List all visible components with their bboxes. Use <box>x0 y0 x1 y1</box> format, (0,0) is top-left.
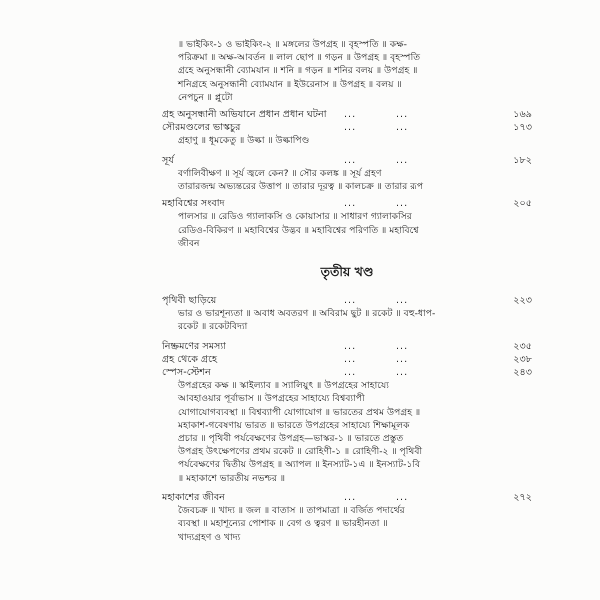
toc-entry <box>162 353 532 366</box>
toc-entry <box>162 340 532 353</box>
leader-dots: ... <box>344 491 357 503</box>
toc-subtopics-life-in-space <box>162 504 438 544</box>
leader-dots: ... <box>396 353 409 365</box>
toc-subtopics-planets <box>162 38 438 104</box>
page-number: ২৪৩ <box>513 367 532 379</box>
leader-dots: ... <box>396 122 409 134</box>
entry-title: নিষ্ক্রমণের সমস্যা <box>162 340 226 352</box>
toc-entry <box>162 294 532 307</box>
entry-title: গ্রহ অনুসন্ধানী অভিযানে প্রধান প্রধান ঘটনা <box>162 109 327 121</box>
subtopic-line: ভার ও ভারশূন্যতা ॥ অবাধ অবতরণ ॥ অবিরাম ছুট ॥ রকেট ॥ বহু-ধাপ- <box>178 308 436 320</box>
leader-dots: ... <box>344 198 357 210</box>
page-number: ২৩৫ <box>513 340 532 352</box>
leader-dots: ... <box>396 154 409 166</box>
entry-title: মহাকাশের জীবন <box>162 491 225 503</box>
leader-dots: ... <box>396 491 409 503</box>
subtopic-line: গ্রহে অনুসন্ধানী ব্যোমযান ॥ শনি ॥ গড়ন ॥ শনির বলয় ॥ উপগ্রহ ॥ <box>178 65 418 77</box>
subtopic-line: নেপচুন ॥ প্লুটো <box>178 91 233 103</box>
page-number: ২২৩ <box>513 295 532 307</box>
subtopic-line: উপগ্রহের কক্ষ ॥ স্কাইল্যাব ॥ স্যালিয়ুৎ ॥ উপগ্রহের সাহায্যে <box>178 380 389 392</box>
entry-title: পৃথিবী ছাড়িয়ে <box>162 295 217 307</box>
subtopic-line: খাদ্যগ্রহণ ও খাদ্য <box>178 531 241 543</box>
subtopic-line: জীবন <box>178 237 200 249</box>
page-number: ১৬৯ <box>513 109 532 121</box>
subtopic-line: যোগাযোগব্যবস্থা ॥ বিশ্বব্যাপী যোগাযোগ ॥ ভারতের প্রথম উপগ্রহ ॥ <box>178 406 421 418</box>
page-number: ১৮২ <box>513 154 532 166</box>
subtopic-line: গ্রহাণু ॥ ধূমকেতু ॥ উল্কা ॥ উল্কাপিণ্ড <box>178 135 310 147</box>
page-number: ২৩৮ <box>513 353 532 365</box>
subtopic-line: পালসার ॥ রেডিও গ্যালাকসি ও কোয়াসার ॥ সাধারণ গ্যালাকসির <box>178 211 412 223</box>
page-number: ২৭২ <box>513 491 532 503</box>
subtopic-line: পর্যবেক্ষণের দ্বিতীয় উপগ্রহ ॥ অ্যাপল ॥ ইনস্যাট-১এ ॥ ইনস্যাট-১বি <box>178 459 421 471</box>
subtopic-line: তারারজন্ম অভ্যন্তরের উত্তাপ ॥ তারার দূরত্ব ॥ কালচক্র ॥ তারার রূপ <box>178 181 424 193</box>
page-number: ১৭৩ <box>513 122 532 134</box>
subtopic-line: রেডিও-বিকিরণ ॥ মহাবিশ্বের উদ্ভব ॥ মহাবিশ্বের পরিণতি ॥ মহাবিশ্বে <box>178 224 419 236</box>
leader-dots: ... <box>396 367 409 379</box>
toc-subtopics-solar-system <box>162 134 438 147</box>
subtopic-line: পরিক্রমা ॥ অক্ষ-আবর্তন ॥ লাল ছোপ ॥ গড়ন ॥ উপগ্রহ ॥ বৃহস্পতি <box>178 52 421 64</box>
leader-dots: ... <box>344 109 357 121</box>
toc-entry <box>162 197 532 210</box>
entry-title: সৌরমণ্ডলের ভাস্কচুর <box>162 122 241 134</box>
leader-dots: ... <box>396 340 409 352</box>
leader-dots: ... <box>396 109 409 121</box>
toc-entry <box>162 121 532 134</box>
entry-title: গ্রহ থেকে গ্রহে <box>162 353 218 365</box>
toc-subtopics-space-station <box>162 379 440 485</box>
leader-dots: ... <box>396 295 409 307</box>
subtopic-line: জৈবচক্র ॥ খাদ্য ॥ জল ॥ বাতাস ॥ তাপমাত্রা ॥ বর্জিত পদার্থের <box>178 505 405 517</box>
subtopic-line: উপগ্রহ উৎক্ষেপণের প্রথম রকেট ॥ রোহিণী-১ ॥ রোহিণী-২ ॥ পৃথিবী <box>178 446 423 458</box>
toc-subtopics-universe <box>162 210 438 250</box>
section-heading: তৃতীয় খণ্ড <box>320 264 374 280</box>
entry-title: মহাবিশ্বের সংবাদ <box>162 198 225 210</box>
subtopic-line: প্রচার ॥ পৃথিবী পর্যবেক্ষণের উপগ্রহ—ভাস্কর-১ ॥ ভারতে প্রস্তুত <box>178 433 404 445</box>
toc-entry <box>162 491 532 504</box>
subtopic-line: ॥ মহাকাশে ভারতীয় নভশ্চর ॥ <box>178 472 286 484</box>
leader-dots: ... <box>344 367 357 379</box>
subtopic-line: বর্ণালিবীক্ষণ ॥ সূর্য জ্বলে কেন? ॥ সৌর কলঙ্ক ॥ সূর্য গ্রহণ <box>178 167 382 179</box>
leader-dots: ... <box>344 154 357 166</box>
leader-dots: ... <box>344 353 357 365</box>
subtopic-line: রকেট ॥ রকেটবিদ্যা <box>178 321 248 333</box>
leader-dots: ... <box>396 198 409 210</box>
toc-entry <box>162 108 532 121</box>
subtopic-line: ॥ ভাইকিং-১ ও ভাইকিং-২ ॥ মঙ্গলের উপগ্রহ ॥ বৃহস্পতি ॥ কক্ষ- <box>178 39 407 50</box>
leader-dots: ... <box>344 122 357 134</box>
subtopic-line: শনিগ্রহে অনুসন্ধানী ব্যোমযান ॥ ইউরেনাস ॥ উপগ্রহ ॥ বলয় ॥ <box>178 78 402 90</box>
leader-dots: ... <box>344 340 357 352</box>
entry-title: সূর্য <box>162 154 174 166</box>
toc-entry <box>162 366 532 379</box>
entry-title: স্পেস-স্টেশন <box>162 367 211 379</box>
subtopic-line: মহাকাশ-গবেষণায় ভারত ॥ ভারতে উপগ্রহের সাহায্যে শিক্ষামূলক <box>178 419 410 431</box>
page-number: ২০৫ <box>513 198 532 210</box>
subtopic-line: আবহাওয়ার পূর্বাভাস ॥ উপগ্রহের সাহায্যে বিশ্বব্যাপী <box>178 393 365 405</box>
leader-dots: ... <box>344 295 357 307</box>
toc-subtopics-beyond-earth <box>162 307 438 333</box>
toc-subtopics-sun <box>162 167 438 193</box>
table-of-contents <box>162 38 532 544</box>
subtopic-line: ব্যবস্থা ॥ মহাশূন্যের পোশাক ॥ বেগ ও ত্বরণ ॥ ভারহীনতা ॥ <box>178 518 388 530</box>
toc-entry <box>162 154 532 167</box>
